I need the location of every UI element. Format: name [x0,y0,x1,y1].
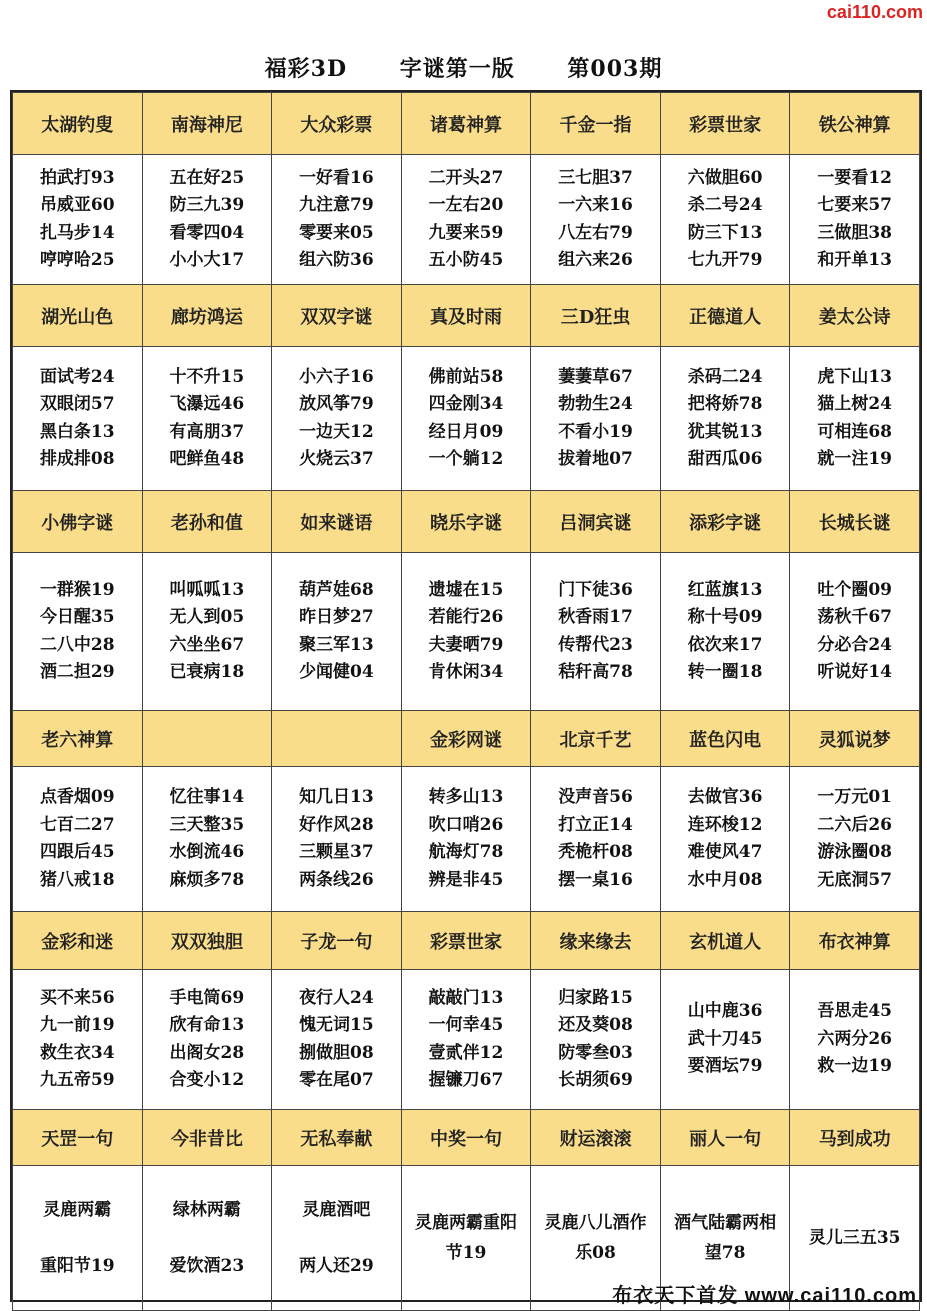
riddle-line: 忆往事14 [169,787,245,807]
riddle-line: 小小大17 [169,250,245,270]
riddle-line: 吧鲜鱼48 [169,449,245,469]
riddle-line: 一六来16 [558,195,633,215]
riddle-cell [790,347,920,491]
column-header: 姜太公诗 [790,285,920,347]
riddle-cell [401,1166,531,1311]
riddle-line: 麻烦多78 [169,869,245,890]
riddle-line: 捌做胆08 [299,1042,374,1063]
column-header: 南海神尼 [142,93,272,155]
riddle-line: 黑白条13 [39,421,115,442]
riddle-line: 两人还29 [299,1256,374,1276]
riddle-line: 杀码二24 [687,366,763,387]
riddle-line: 爱饮酒23 [169,1256,245,1276]
riddle-line: 七百二27 [39,814,115,835]
riddle-line: 归家路15 [558,987,633,1008]
column-header: 添彩字谜 [660,491,790,553]
riddle-line: 两条线26 [299,869,374,890]
column-header: 金彩和迷 [13,912,143,970]
riddle-cell [401,347,531,491]
riddle-line: 灵鹿八儿酒作 [544,1213,647,1233]
riddle-cell [531,767,661,912]
riddle-line: 今日醒35 [39,607,115,627]
title-lottery: 福彩3D [264,56,348,82]
column-header: 彩票世家 [660,93,790,155]
riddle-line: 知几日13 [299,787,374,807]
header-row [13,93,920,155]
column-header: 中奖一句 [401,1110,531,1166]
riddle-line: 重阳节19 [39,1256,115,1276]
riddle-line: 节19 [445,1243,487,1263]
riddle-cell [660,970,790,1110]
riddle-cell [660,767,790,912]
column-header: 千金一指 [531,93,661,155]
riddle-line: 杀二号24 [687,195,763,215]
riddle-line: 遗墟在15 [428,579,504,600]
riddle-line: 勃勃生24 [558,394,633,414]
riddle-line: 一边天12 [299,421,374,442]
column-header: 吕洞宾谜 [531,491,661,553]
column-header: 双双独胆 [142,912,272,970]
riddle-line: 四金刚34 [428,394,504,414]
riddle-cell [13,970,143,1110]
column-header: 长城长谜 [790,491,920,553]
riddle-line: 称十号09 [687,607,763,627]
riddle-line: 分必合24 [817,634,893,655]
riddle-line: 无人到05 [169,607,245,627]
riddle-line: 昨日梦27 [299,607,374,627]
riddle-line: 灵鹿酒吧 [302,1200,371,1220]
riddle-line: 小六子16 [299,366,374,387]
column-header: 老六神算 [13,711,143,767]
riddle-line: 壹贰伴12 [428,1042,504,1063]
table-row [13,347,920,491]
column-header: 正德道人 [660,285,790,347]
column-header: 铁公神算 [790,93,920,155]
riddle-line: 水中月08 [687,869,763,890]
riddle-cell [531,553,661,711]
riddle-line: 三做胆38 [817,222,893,243]
riddle-line: 零在尾07 [299,1070,374,1090]
riddle-cell [790,767,920,912]
riddle-line: 敲敲门13 [428,987,504,1008]
riddle-line: 荡秋千67 [817,607,893,627]
column-header: 老孙和值 [142,491,272,553]
riddle-line: 四跟后45 [39,842,115,862]
riddle-line: 买不来56 [39,987,115,1008]
column-header: 真及时雨 [401,285,531,347]
riddle-line: 不看小19 [558,421,633,442]
table-row [13,767,920,912]
riddle-cell [531,155,661,285]
riddle-line: 面试考24 [39,366,115,387]
riddle-line: 山中鹿36 [687,1001,763,1022]
column-header: 布衣神算 [790,912,920,970]
riddle-cell [790,970,920,1110]
riddle-line: 一群猴19 [39,579,115,600]
riddle-line: 七要来57 [817,195,893,215]
riddle-line: 转一圈18 [687,662,763,682]
column-header [142,711,272,767]
riddle-cell [142,347,272,491]
riddle-table [10,90,922,1302]
riddle-line: 灵儿三五35 [808,1228,901,1248]
riddle-line: 哼哼哈25 [39,250,115,270]
riddle-line: 秸秆高78 [558,662,633,682]
column-header: 金彩网谜 [401,711,531,767]
column-header: 三D狂虫 [531,285,661,347]
riddle-line: 佛前站58 [428,366,504,387]
riddle-line: 防三下13 [687,222,763,243]
riddle-line: 八左右79 [558,222,633,243]
column-header: 湖光山色 [13,285,143,347]
riddle-line: 双眼闭57 [39,394,115,414]
riddle-line: 二开头27 [428,167,504,188]
riddle-line: 救一边19 [817,1056,893,1077]
riddle-line: 五在好25 [169,167,245,188]
riddle-line: 摆一桌16 [558,869,633,890]
riddle-line: 肯休闲34 [428,662,504,682]
riddle-line: 放风筝79 [299,394,374,414]
riddle-line: 望78 [704,1243,746,1263]
title-issue: 第003期 [567,56,663,82]
riddle-line: 要酒坛79 [687,1056,763,1077]
riddle-cell [272,767,402,912]
riddle-line: 难使风47 [687,842,763,862]
riddle-line: 一左右20 [428,195,504,215]
page-title [0,52,927,88]
column-header: 太湖钓叟 [13,93,143,155]
riddle-cell [142,553,272,711]
riddle-line: 武十刀45 [687,1028,763,1049]
riddle-line: 绿林两霸 [172,1200,241,1220]
riddle-line: 葫芦娃68 [299,579,374,600]
riddle-line: 听说好14 [817,662,893,682]
riddle-line: 六坐坐67 [169,634,245,655]
column-header: 财运滚滚 [531,1110,661,1166]
riddle-line: 虎下山13 [817,366,893,387]
riddle-line: 防三九39 [169,195,245,215]
column-header: 如来谜语 [272,491,402,553]
riddle-line: 已衰病18 [169,662,245,682]
riddle-line: 依次来17 [687,634,763,655]
table-row [13,155,920,285]
riddle-cell [401,970,531,1110]
riddle-line: 九一前19 [39,1015,115,1035]
riddle-line: 转多山13 [428,787,504,807]
column-header: 丽人一句 [660,1110,790,1166]
header-row [13,491,920,553]
column-header: 晓乐字谜 [401,491,531,553]
riddle-line: 猪八戒18 [39,869,115,890]
riddle-cell [13,347,143,491]
column-header: 大众彩票 [272,93,402,155]
riddle-line: 一万元01 [817,787,893,807]
riddle-cell [790,553,920,711]
riddle-line: 三天整35 [169,814,245,835]
column-header [272,711,402,767]
riddle-line: 甜西瓜06 [687,449,763,469]
riddle-line: 十不升15 [169,366,245,387]
riddle-line: 七九开79 [687,250,763,270]
riddle-line: 秋香雨17 [558,607,633,627]
header-row [13,912,920,970]
riddle-cell [142,155,272,285]
riddle-line: 萋萋草67 [558,366,633,387]
riddle-line: 连环梭12 [687,814,763,835]
riddle-line: 酒气陆霸两相 [674,1213,777,1233]
column-header: 无私奉献 [272,1110,402,1166]
riddle-cell [272,970,402,1110]
site-logo: cai110.com [826,2,923,22]
riddle-line: 经日月09 [428,421,504,442]
header-row [13,711,920,767]
riddle-line: 夜行人24 [299,987,374,1008]
header-row [13,285,920,347]
riddle-line: 一要看12 [817,167,893,188]
riddle-line: 排成排08 [39,449,115,469]
riddle-line: 一个躺12 [428,449,504,469]
riddle-line: 好作风28 [299,814,374,835]
column-header: 子龙一句 [272,912,402,970]
riddle-line: 五小防45 [428,250,504,270]
column-header: 廊坊鸿运 [142,285,272,347]
riddle-cell [272,553,402,711]
riddle-line: 吹口哨26 [428,814,504,835]
riddle-cell [660,155,790,285]
riddle-line: 拔着地07 [558,449,633,469]
riddle-line: 三颗星37 [299,842,374,862]
column-header: 北京千艺 [531,711,661,767]
riddle-line: 握镰刀67 [428,1070,504,1090]
column-header: 诸葛神算 [401,93,531,155]
riddle-line: 拍武打93 [39,167,115,188]
riddle-line: 出阁女28 [169,1042,245,1063]
title-edition: 字谜第一版 [399,56,515,82]
riddle-line: 欣有命13 [169,1015,245,1035]
riddle-line: 合变小12 [169,1070,245,1090]
column-header: 小佛字谜 [13,491,143,553]
riddle-line: 去做官36 [687,787,763,807]
riddle-cell [272,155,402,285]
riddle-line: 二六后26 [817,814,893,835]
riddle-line: 若能行26 [428,607,504,627]
footer-watermark: 布衣天下首发 www.cai110.com [612,1285,917,1307]
riddle-line: 无底洞57 [817,869,893,890]
riddle-line: 没声音56 [558,787,633,807]
riddle-line: 火烧云37 [299,449,374,469]
riddle-cell [660,347,790,491]
riddle-line: 秃桅杆08 [558,842,633,862]
riddle-line: 九注意79 [299,195,374,215]
riddle-line: 零要来05 [299,222,374,243]
riddle-line: 游泳圈08 [817,842,893,862]
riddle-cell [790,155,920,285]
riddle-line: 吾思走45 [817,1001,893,1022]
riddle-cell [272,1166,402,1311]
riddle-line: 聚三军13 [299,634,374,655]
riddle-line: 救生衣34 [39,1042,115,1063]
riddle-cell [531,347,661,491]
riddle-line: 灵鹿两霸 [43,1200,112,1220]
riddle-line: 和开单13 [817,250,893,270]
riddle-cell [660,553,790,711]
header-row [13,1110,920,1166]
column-header: 蓝色闪电 [660,711,790,767]
riddle-cell [142,970,272,1110]
riddle-cell [13,553,143,711]
riddle-line: 航海灯78 [428,842,504,862]
riddle-line: 组六来26 [558,250,633,270]
riddle-line: 吐个圈09 [817,579,893,600]
riddle-cell [142,1166,272,1311]
riddle-line: 夫妻晒79 [428,634,504,655]
riddle-cell [13,155,143,285]
riddle-line: 有高朋37 [169,421,245,442]
column-header: 玄机道人 [660,912,790,970]
riddle-line: 还及葵08 [558,1015,633,1035]
column-header: 双双字谜 [272,285,402,347]
riddle-line: 防零叁03 [558,1042,633,1063]
riddle-line: 一好看16 [299,167,374,188]
table-row [13,970,920,1110]
riddle-line: 九要来59 [428,222,504,243]
riddle-line: 乐08 [575,1243,616,1263]
riddle-line: 猫上树24 [817,394,893,414]
riddle-line: 六两分26 [817,1028,893,1049]
riddle-cell [401,553,531,711]
table-row [13,553,920,711]
riddle-line: 吊威亚60 [39,195,115,215]
riddle-line: 二八中28 [39,634,115,655]
riddle-line: 水倒流46 [169,842,245,862]
riddle-cell [142,767,272,912]
riddle-line: 六做胆60 [687,167,763,188]
riddle-cell [401,155,531,285]
column-header: 马到成功 [790,1110,920,1166]
riddle-cell [531,970,661,1110]
column-header: 天罡一句 [13,1110,143,1166]
column-header: 灵狐说梦 [790,711,920,767]
riddle-line: 飞瀑远46 [169,394,245,414]
riddle-line: 九五帝59 [39,1070,115,1090]
riddle-line: 看零四04 [169,222,245,243]
column-header: 缘来缘去 [531,912,661,970]
riddle-line: 红蓝旗13 [687,579,763,600]
riddle-line: 扎马步14 [39,222,115,243]
riddle-line: 灵鹿两霸重阳 [414,1213,517,1233]
riddle-line: 把将娇78 [687,394,763,414]
riddle-line: 愧无词15 [299,1015,374,1035]
riddle-line: 手电筒69 [169,987,245,1008]
riddle-line: 点香烟09 [39,787,115,807]
riddle-cell [13,1166,143,1311]
riddle-line: 可相连68 [817,421,893,442]
column-header: 彩票世家 [401,912,531,970]
riddle-cell [13,767,143,912]
column-header: 今非昔比 [142,1110,272,1166]
riddle-cell [272,347,402,491]
riddle-line: 传帮代23 [558,634,633,655]
riddle-line: 就一注19 [817,449,893,469]
riddle-line: 三七胆37 [558,167,633,188]
riddle-cell [401,767,531,912]
riddle-line: 少闻健04 [299,662,374,682]
riddle-line: 门下徒36 [558,579,633,600]
riddle-line: 辨是非45 [428,869,504,890]
riddle-line: 酒二担29 [39,662,115,682]
riddle-line: 叫呱呱13 [169,579,245,600]
riddle-line: 犹其锐13 [687,421,763,442]
riddle-line: 打立正14 [558,814,633,835]
riddle-line: 长胡须69 [558,1070,633,1090]
riddle-line: 一何幸45 [428,1015,504,1035]
riddle-line: 组六防36 [299,250,374,270]
